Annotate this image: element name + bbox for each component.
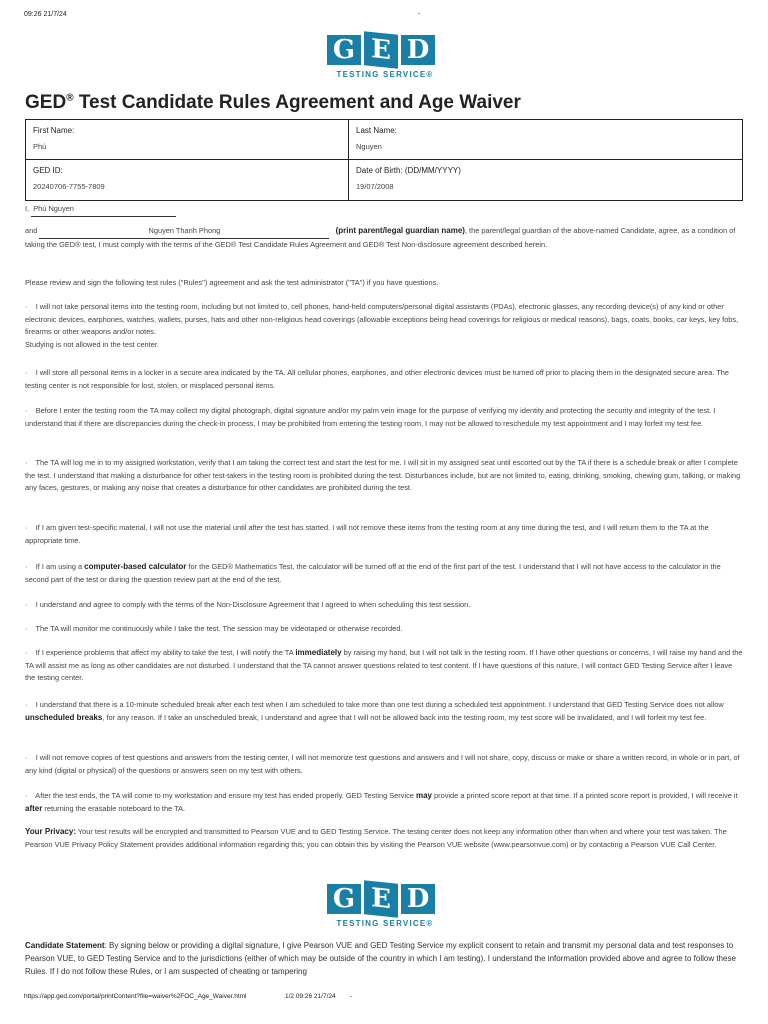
- intro-text: Please review and sign the following test rules ("Rules") agreement and ask the test administrator ("TA") if you have questions.: [25, 278, 439, 287]
- ged-logo-bottom: [327, 884, 443, 928]
- candidate-info-table: [25, 119, 743, 201]
- last-name-label: Last Name:: [356, 126, 397, 135]
- rule-breaks: · I understand that there is a 10-minute scheduled break after each test when I am scheduled to take more than one test during a scheduled test appointment. I understand that GED Testing Service does not allow unscheduled breaks, for any reason. If I take an unscheduled break, I understand and agree that I will not be allowed back into the testing room, my test score will be invalidated, and I will forfeit my test fee.: [25, 700, 724, 722]
- rule-identity: · Before I enter the testing room the TA may collect my digital photograph, digital signature and/or my palm vein image for the purpose of verifying my identity and protecting the security and integrity of the test. I understand that if there are discrepancies during the check-in process, I may be prohibited from entering the testing room, I may not be allowed to reschedule my test appointment and I may forfeit my test fee.: [25, 406, 716, 428]
- dob-cell: [349, 160, 742, 197]
- logo-subtitle: TESTING SERVICE®: [336, 919, 434, 928]
- footer-dash: -: [350, 993, 353, 1000]
- guardian-paragraph: and Nguyen Thanh Phong (print parent/legal guardian name), the parent/legal guardian of the above-named Candidate, agree, as a condition of taking the GED® test, I must comply with the terms of the GED® Test Candidate Rules Agreement and GED® Test Non-disclosure agreement described herein.: [25, 226, 736, 249]
- last-name-cell: [349, 120, 742, 157]
- first-name-label: First Name:: [33, 126, 75, 135]
- logo-letter-g: G: [327, 884, 361, 914]
- logo-letter-d: D: [401, 35, 435, 65]
- ged-id-cell: [26, 160, 348, 197]
- candidate-statement: Candidate Statement: By signing below or providing a digital signature, I give Pearson VUE and GED Testing Service my explicit consent to retain and transmit my personal data and test responses to Pearson VUE, to GED Testing Service and to the jurisdictions (either of which may be outside of the country in which I am testing). I understand the information provided above and agree to follow these Rules. If I do not follow these Rules, or I am suspected of cheating or tampering: [25, 941, 736, 976]
- logo-letter-d: D: [401, 884, 435, 914]
- rule-locker: · I will store all personal items in a locker in a secure area indicated by the TA. All cellular phones, earphones, and other electronic devices must be turned off prior to placing them in the designated secure area. The testing center is not responsible for lost, stolen, or misplaced personal items.: [25, 368, 730, 390]
- rule-material: · If I am given test-specific material, I will not use the material until after the test has started. I will not remove these items from the testing room at any time during the test, and I will return them to the TA at the appropriate time.: [25, 523, 709, 545]
- footer-url: https://app.ged.com/portal/printContent?file=waiver%2FOC_Age_Waiver.html: [24, 993, 247, 1000]
- first-name-cell: [26, 120, 348, 157]
- rule-personal-items: · I will not take personal items into the testing room, including but not limited to, cell phones, hand-held computers/personal digital assistants (PDAs), electronic glasses, any recording device(s) of any kind or other electronic devices, earphones, watches, wallets, purses, hats and other non-religious head coverings (allowable exceptions being head coverings for religious or medical reasons), bags, coats, books, car keys, key fobs, firearms or other weapons and/or notes. Studying is not allowed in the test center.: [25, 302, 739, 349]
- rule-copies: · I will not remove copies of test questions and answers from the testing center, I will not memorize test questions and answers and I will not share, copy, discuss or make or share a written record, in whole or in part, of any kind (digital or physical) of the questions or answers seen on my test with others.: [25, 753, 740, 775]
- ged-id-label: GED ID:: [33, 166, 63, 175]
- candidate-signature-name: Phú Nguyen: [31, 203, 176, 217]
- ged-id-value: 20240706-7755-7809: [33, 182, 105, 191]
- dob-value: 19/07/2008: [356, 182, 394, 191]
- ged-logo: [327, 35, 443, 79]
- first-name-value: Phú: [33, 142, 47, 151]
- rule-test-end: · After the test ends, the TA will come to my workstation and ensure my test has ended properly. GED Testing Service may provide a printed score report at that time. If a printed score report is provided, I will receive it after returning the erasable noteboard to the TA.: [25, 791, 738, 813]
- guardian-name: Nguyen Thanh Phong: [39, 225, 329, 239]
- title-registered-mark: ®: [66, 92, 74, 104]
- candidate-name-line: I, Phú Nguyen: [25, 203, 743, 217]
- rule-nda: · I understand and agree to comply with the terms of the Non-Disclosure Agreement that I agreed to when scheduling this test session.: [25, 600, 471, 609]
- privacy-paragraph: Your Privacy: Your test results will be encrypted and transmitted to Pearson VUE and to GED Testing Service. The testing center does not keep any information other than when and where your test was taken. The Pearson VUE Privacy Policy Statement provides additional information regarding this; you can obtain this by visiting the Pearson VUE website (www.pearsonvue.com) or by contacting a Pearson VUE Call Center.: [25, 827, 727, 849]
- rule-problems: · If I experience problems that affect my ability to take the test, I will notify the TA immediately by raising my hand, but I will not talk in the testing room. If I have other questions or concerns, I will raise my hand and the TA will assist me as long as other candidates are not disturbed. I understand that the TA cannot answer questions related to test content. If I have questions of this nature, I will contact GED Testing Service after I leave the testing center.: [25, 648, 743, 683]
- print-timestamp: 09:26 21/7/24: [24, 11, 67, 18]
- header-dash: -: [418, 11, 421, 18]
- logo-letter-g: G: [327, 35, 361, 65]
- dob-label: Date of Birth: (DD/MM/YYYY): [356, 166, 461, 175]
- logo-subtitle: TESTING SERVICE®: [336, 70, 434, 79]
- logo-letter-e: E: [364, 880, 398, 918]
- page-title: [25, 92, 521, 114]
- rule-calculator: · If I am using a computer-based calculator for the GED® Mathematics Test, the calculator will be turned off at the end of the first part of the test. I understand that I will not have access to the calculator in the second part of the test or during the question review part at the end of the test.: [25, 562, 721, 584]
- title-prefix: GED: [25, 92, 67, 113]
- logo-letter-e: E: [364, 31, 398, 69]
- footer-page: 1/2 09:26 21/7/24: [285, 993, 336, 1000]
- last-name-value: Nguyen: [356, 142, 382, 151]
- rule-workstation: · The TA will log me in to my assigned workstation, verify that I am taking the correct test and start the test for me. I will sit in my assigned seat until escorted out by the TA if there is a schedule break or after I complete the test. I understand that making a disturbance for other test-takers in the testing room is prohibited during the test. Disturbances include, but are not limited to, eating, drinking, smoking, chewing gum, talking, or making any faces, gestures, or making any noise that creates a disturbance for other candidates are prohibited during the test.: [25, 458, 741, 493]
- rule-monitor: · The TA will monitor me continuously while I take the test. The session may be videotaped or otherwise recorded.: [25, 624, 403, 633]
- title-text: Test Candidate Rules Agreement and Age Waiver: [78, 92, 521, 113]
